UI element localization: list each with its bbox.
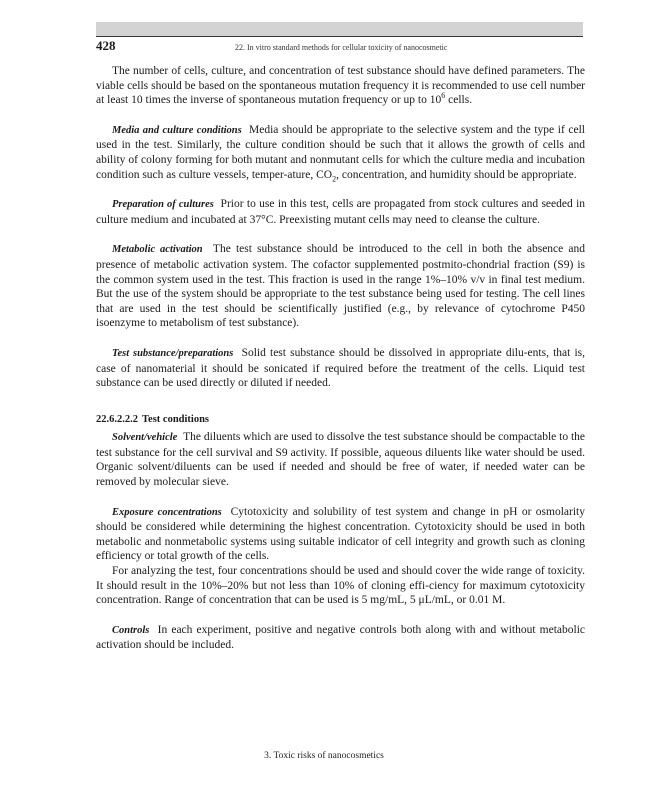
paragraph-text-end: , concentration, and humidity should be appropriate. [336, 168, 577, 181]
paragraph-text: Media should be appropriate to the selective system and the type if cell used in the test. Similarly, the culture condition should be such that it allows the growth of cells and ability of colony forming for both mutant and nonmutant cells for which the culture media and incubation condition such as culture vessels, temper-ature, CO [96, 123, 585, 181]
page-footer: 3. Toxic risks of nanocosmetics [264, 751, 384, 761]
paragraph-controls [96, 623, 585, 653]
runin-heading: Preparation of cultures [112, 199, 214, 211]
superscript-exponent: 6 [441, 91, 446, 101]
subscript-co2: 2 [332, 173, 337, 183]
paragraph-exposure-continued: For analyzing the test, four concentrations should be used and should cover the wide range of toxicity. It should result in the 10%–20% but not less than 10% of cloning effi-ciency for maximum cytotoxicity concentration. Range of concentration that can be used is 5 mg/mL, 5 μL/mL, or 0.01 M. [96, 565, 585, 607]
paragraph-test-substance [96, 346, 585, 391]
runin-heading: Solvent/vehicle [112, 432, 178, 444]
paragraph-solvent [96, 430, 585, 489]
paragraph-text: Prior to use in this test, cells are propagated from stock cultures and seeded in culture medium and incubated at 37°C. Preexisting mutant cells may need to cleanse the culture. [96, 198, 586, 226]
header-rule [96, 36, 583, 37]
paragraph-exposure [96, 505, 585, 564]
paragraph-media-culture [96, 123, 585, 182]
runin-heading: Test substance/preparations [112, 347, 234, 359]
page-number: 428 [96, 38, 116, 53]
runin-heading: Media and culture conditions [112, 124, 242, 136]
section-heading [96, 413, 585, 428]
runin-heading: Exposure concentrations [112, 506, 222, 518]
paragraph-text: The number of cells, culture, and concentration of test substance should have defined parameters. The viable cells should be based on the spontaneous mutation frequency it is recommended to use cell number at least 10 times the inverse of spontaneous mutation frequency or up to 10 [96, 65, 585, 107]
paragraph-cell-number [96, 64, 585, 108]
paragraph-preparation [96, 197, 585, 227]
paragraph-metabolic [96, 242, 585, 331]
header-band [96, 22, 583, 36]
section-title: Test conditions [142, 413, 210, 425]
paragraph-text: Solid test substance should be dissolved in appropriate dilu-ents, that is, case of nanomaterial it should be sonicated if required before the treatment of the cells. Liquid test substance can be used directly or diluted if needed. [96, 346, 585, 390]
section-number: 22.6.2.2.2 [96, 413, 138, 425]
page-body [96, 64, 585, 653]
running-head: 22. In vitro standard methods for cellular toxicity of nanocosmetic [235, 43, 448, 52]
paragraph-text-end: cells. [445, 94, 473, 107]
paragraph-text: In each experiment, positive and negative controls both along with and without metabolic activation should be included. [96, 623, 585, 652]
paragraph-text: The test substance should be introduced to the cell in both the absence and presence of metabolic activation system. The cofactor supplemented postmito-chondrial fraction (S9) is the common system used in the test. This fraction is used in the range 1%–10% v/v in final test medium. But the use of the system should be appropriate to the test substance being used for testing. The cell lines that are used in the test should be scientifically justified (e.g., by relevance of cytochrome P450 isoenzyme to metabolism of test substance). [96, 243, 586, 330]
paragraph-text: Cytotoxicity and solubility of test system and change in pH or osmolarity should be considered while determining the highest concentration. Cytotoxicity should be used in both metabolic and nonmetabolic systems using suitable indicator of cell integrity and growth such as cloning efficiency or total growth of the cells. [96, 505, 585, 563]
paragraph-text: The diluents which are used to dissolve the test substance should be compactable to the test substance for the cell survival and S9 activity. If possible, aqueous diluents like water should be used. Organic solvent/diluents can be used if needed and should be free of water, if needed water can be removed by molecular sieve. [96, 431, 586, 489]
runin-heading: Controls [112, 624, 150, 636]
runin-heading: Metabolic activation [112, 244, 203, 256]
